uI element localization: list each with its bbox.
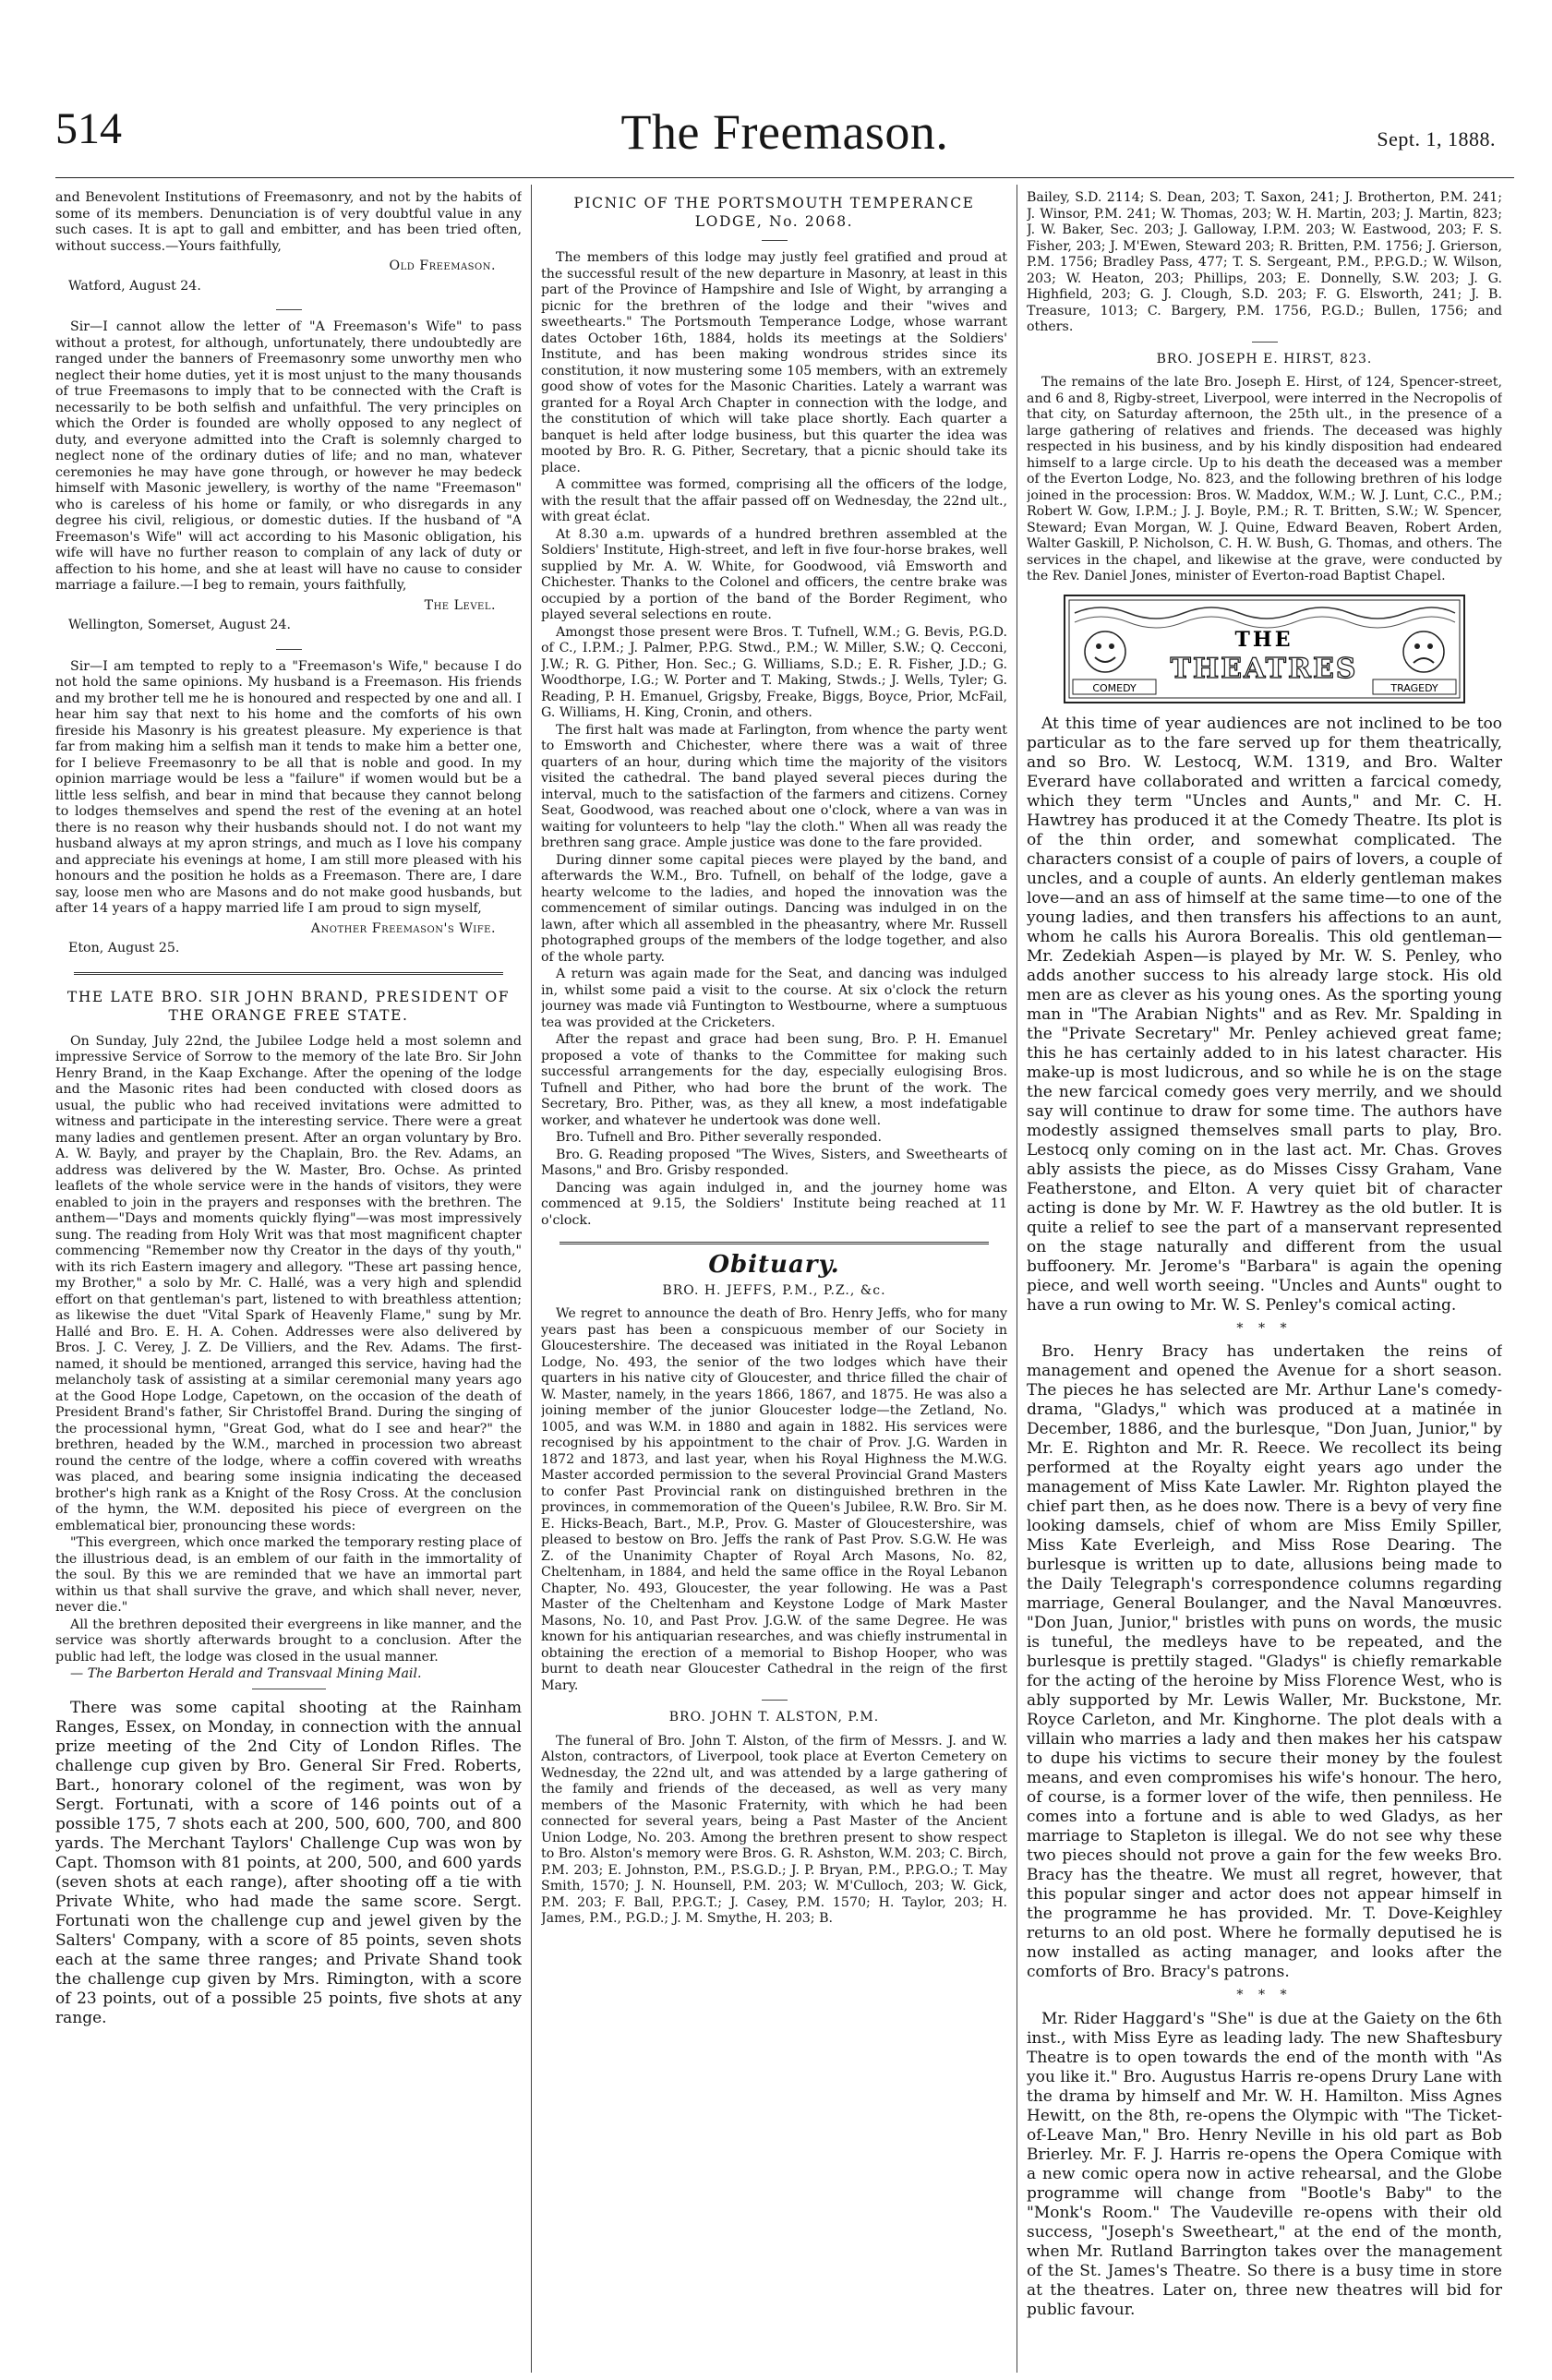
banner-tragedy: TRAGEDY [1390, 681, 1438, 694]
article-paragraph: The remains of the late Bro. Joseph E. Hirst, of 124, Spencer-street, and 6 and 8, Rigby-street, Liverpool, were interred in the Necropolis of that city, on Saturday afternoon, the 25th ult., in the presence of a large gathering of relatives and friends. The deceased was highly respected in his business, and by his kindly disposition had endeared himself to a large circle. Up to his death the deceased was a member of the Everton Lodge, No. 823, and the following brethren of his lodge joined in the procession: Bros. W. Maddox, W.M.; W. J. Lunt, C.C., P.M.; Robert W. Gow, I.P.M.; J. J. Boyle, P.M.; R. T. Britten, S.W.; W. Spencer, Steward; Evan Morgan, W. J. Quine, Edward Beaven, Robert Arden, Walter Gaskill, P. Nicholson, C. H. W. Bush, G. Thomas, and others. The services in the chapel, and likewise at the grave, were conducted by the Rev. Daniel Jones, minister of Everton-road Baptist Chapel. [1027, 375, 1502, 583]
section-stars: * * * [1236, 1988, 1293, 2002]
article-paragraph: At this time of year audiences are not inclined to be too particular as to the fare served up for them theatrically, and so Bro. W. Lestocq, W.M. 1319, and Bro. Walter Everard have collaborated and written a farcical comedy, which they term "Uncles and Aunts," and Mr. C. H. Hawtrey has produced it at the Comedy Theatre. Its plot is of the thin order, and somewhat complicated. The characters consist of a couple of pairs of lovers, a couple of uncles, and a couple of aunts. An elderly gentleman makes love—and an ass of himself at the same time—to one of the young ladies, and then transfers his affections to an aunt, whom he calls his Aurora Borealis. This old gentleman—Mr. Zedekiah Aspen—is played by Mr. W. S. Penley, who adds another success to his already large stock. His old men are as clever as his young ones. As the sporting young man in "The Arabian Nights" and as Rev. Mr. Spalding in the "Private Secretary" Mr. Penley achieved great fame; this he has certainly added to in his latest character. His make-up is most ludicrous, and so while he is on the stage the new farcical comedy goes very merrily, and we should say will continue to draw for some time. The authors have modestly assigned themselves small parts to play, Bro. Lestocq only coming on in the last act. Mr. Chas. Groves ably assists the piece, as do Misses Cissy Graham, Vane Featherstone, and Elton. A very quiet bit of character acting is done by Mr. W. F. Hawtrey as the old butler. It is quite a relief to see the part of a manservant represented on the stage naturally and different from the usual buffoonery. Mr. Jerome's "Barbara" is again the opening piece, and well worth seeing. "Uncles and Aunts" ought to have a run owing to Mr. W. S. Penley's comical acting. [1027, 714, 1502, 1315]
letter-dateline: Wellington, Somerset, August 24. [68, 618, 291, 632]
article-credit: — The Barberton Herald and Transvaal Mining Mail. [70, 1666, 422, 1681]
letter-dateline: Eton, August 25. [68, 941, 180, 956]
article-paragraph: Amongst those present were Bros. T. Tufnell, W.M.; G. Bevis, P.G.D. of C., I.P.M.; J. Palmer, P.P.G. Stwd., P.M.; W. Miller, S.W.; Q. Cecconi, J.W.; R. G. Pither, Hon. Sec.; G. Williams, S.D.; E. R. Fisher, J.D.; G. Woodthorpe, I.G.; W. Porter and T. Making, Stwds.; J. Wells, Tyler; G. Reading, P. H. Emanuel, Grigsby, Freake, Biggs, Boyce, Prior, McFail, G. Williams, H. King, Cronin, and others. [541, 624, 1007, 720]
issue-date: Sept. 1, 1888. [1377, 127, 1496, 150]
letter-signature: The Level. [424, 597, 496, 613]
article-heading: BRO. JOSEPH E. HIRST, 823. [1156, 351, 1373, 367]
banner-comedy: COMEDY [1092, 681, 1137, 694]
letter-signature: Old Freemason. [389, 258, 496, 273]
article-paragraph: Bailey, S.D. 2114; S. Dean, 203; T. Saxon, 241; J. Brotherton, P.M. 241; J. Winsor, P.M. 241; W. Thomas, 203; W. H. Martin, 203; J. Martin, 823; J. W. Baker, Sec. 203; J. Galloway, I.P.M. 203; W. Eastwood, 203; F. S. Fisher, 203; J. M'Ewen, Steward 203; R. Britten, P.M. 1756; J. Grierson, P.M. 1756; Bradley Pass, 477; T. S. Sergeant, P.M., P.P.G.D.; W. Wilson, 203; W. Heaton, 203; Phillips, 203; E. Donnelly, S.W. 203; J. G. Highfield, 203; G. J. Clough, S.D. 203; F. G. Elsworth, 241; J. B. Treasure, 1013; C. Bargery, P.M. 1756, P.G.D.; Bullen, 1756; and others. [1027, 190, 1502, 334]
banner-the: THE [1234, 627, 1293, 652]
separator [276, 649, 302, 650]
article-heading: PICNIC OF THE PORTSMOUTH TEMPERANCE LODGE, No. 2068. [573, 195, 975, 230]
article-paragraph: On Sunday, July 22nd, the Jubilee Lodge held a most solemn and impressive Service of Sorrow to the memory of the late Bro. Sir John Henry Brand, in the Kaap Exchange. After the opening of the lodge and the Masonic rites had been conducted with closed doors as usual, the public who had received invitations were admitted to witness and participate in the interesting service. There were a great many ladies and gentlemen present. After an organ voluntary by Bro. A. W. Bayly, and prayer by the Chaplain, Bro. the Rev. Adams, an address was delivered by the W. Master, Bro. Ochse. As printed leaflets of the whole service were in the hands of visitors, they were enabled to join in the prayers and responses with the brethren. The anthem—"Days and moments quickly flying"—was most impressively sung. The reading from Holy Writ was that most magnificent chapter commencing "Remember now thy Creator in the days of thy youth," with its rich Eastern imagery and allegory. "These art passing hence, my Brother," a solo by Mr. C. Hallé, was a very high and splendid effort on that gentleman's part, listened to with breathless attention; as likewise the duet "Vital Spark of Heavenly Flame," sung by Mr. Hallé and Bro. E. H. A. Cohen. Addresses were also delivered by Bros. J. C. Verey, J. Z. De Villiers, and the Rev. Adams. The first-named, it should be mentioned, arranged this service, having had the melancholy task of assisting at a similar ceremonial many years ago at the Good Hope Lodge, Capetown, on the occasion of the death of President Brand's father, Sir Christoffel Brand. During the singing of the processional hymn, "Great God, what do I see and hear?" the brethren, headed by the W.M., marched in procession two abreast round the centre of the lodge, where a coffin covered with wreaths was placed, and bearing some insignia indicating the deceased brother's high rank as a Knight of the Rosy Cross. At the conclusion of the hymn, the W.M. deposited his piece of evergreen on the emblematical bier, pronouncing these words: [55, 1033, 522, 1533]
section-rule [74, 972, 503, 975]
article-paragraph: Bro. G. Reading proposed "The Wives, Sisters, and Sweethearts of Masons," and Bro. Grisby responded. [541, 1147, 1007, 1178]
separator [276, 309, 302, 310]
banner-theatres: THEATRES [1170, 652, 1358, 685]
column-3 [1027, 190, 1502, 2374]
article-paragraph: The funeral of Bro. John T. Alston, of the firm of Messrs. J. and W. Alston, contractors, of Liverpool, took place at Everton Cemetery on Wednesday, the 22nd ult, and was attended by a large gathering of the family and friends of the deceased, as well as very many members of the Masonic Fraternity, with which he had been connected for several years, being a Past Master of the Ancient Union Lodge, No. 203. Among the brethren present to show respect to Bro. Alston's memory were Bros. G. R. Ashston, W.M. 203; C. Birch, P.M. 203; E. Johnston, P.M., P.S.G.D.; J. P. Bryan, P.M., P.P.G.O.; T. May Smith, 1570; J. N. Hounsell, P.M. 203; W. M'Culloch, 203; W. Gick, P.M. 203; F. Ball, P.P.G.T.; J. Casey, P.M. 1570; H. Taylor, 203; H. James, P.M., P.G.D.; J. M. Smythe, H. 203; B. [541, 1733, 1007, 1926]
article-paragraph: The members of this lodge may justly feel gratified and proud at the successful result of the new departure in Masonry, at least in this part of the Province of Hampshire and Isle of Wight, by arranging a picnic for the brethren of the lodge and their "wives and sweethearts." The Portsmouth Temperance Lodge, whose warrant dates October 16th, 1884, holds its meetings at the Soldiers' Institute, and has been making wondrous strides since its constitution, it now mustering some 105 members, with an extremely good show of votes for the Masonic Charities. Lately a warrant was granted for a Royal Arch Chapter in connection with the lodge, and the constitution of which will take place shortly. Each quarter a banquet is held after lodge business, but this quarter the idea was mooted by Bro. R. G. Pither, Secretary, that a picnic should take its place. [541, 250, 1007, 475]
article-paragraph: At 8.30 a.m. upwards of a hundred brethren assembled at the Soldiers' Institute, High-street, and left in five four-horse brakes, well supplied by Mr. A. W. White, for Goodwood, viâ Emsworth and Chichester. Thanks to the Colonel and officers, the centre brake was occupied by a portion of the band of the Border Regiment, who played several selections en route. [541, 526, 1007, 622]
column-1 [55, 190, 522, 2374]
article-paragraph: During dinner some capital pieces were played by the band, and afterwards the W.M., Bro. Tufnell, on behalf of the lodge, gave a hearty welcome to the ladies, and hoped the innovation was the commencement of similar outings. Dancing was indulged in on the lawn, after which all assembled in the pheasantry, where Mr. Russell photographed groups of the members of the lodge together, and also of the whole party. [541, 852, 1007, 965]
article-heading: BRO. JOHN T. ALSTON, P.M. [668, 1710, 880, 1725]
column-2 [541, 190, 1007, 2374]
column-divider [531, 185, 532, 2373]
article-paragraph: "This evergreen, which once marked the temporary resting place of the illustrious dead, is an emblem of our faith in the immortality of the soul. By this we are reminded that we have an immortal part within us that shall survive the grave, and which shall never, never, never die." [55, 1535, 522, 1615]
separator [1252, 342, 1278, 343]
masthead [55, 103, 1514, 177]
separator [762, 1700, 788, 1701]
article-paragraph: Bro. Henry Bracy has undertaken the reins of management and opened the Avenue for a short season. The pieces he has selected are Mr. Arthur Lane's comedy-drama, "Gladys," which was produced at a matinée in December, 1886, and the burlesque, "Don Juan, Junior," by Mr. E. Righton and Mr. R. Reece. We recollect its being performed at the Royalty eight years ago under the management of Miss Kate Lawler. Mr. Righton played the chief part then, as he does now. There is a bevy of very fine looking damsels, chief of whom are Miss Emily Spiller, Miss Kate Everleigh, and Miss Rose Dearing. The burlesque is written up to date, allusions being made to the Daily Telegraph's correspondence columns regarding marriage, General Boulanger, and the Naval Manœuvres. "Don Juan, Junior," bristles with puns on words, the music is tuneful, the medleys have to be repeated, and the burlesque is prettily staged. "Gladys" is chiefly remarkable for the acting of the heroine by Miss Florence West, who is ably supported by Mr. Lewis Waller, Mr. Buckstone, Mr. Royce Carleton, and Mr. Kinghorne. The plot deals with a villain who marries a lady and then makes her his catspaw to dupe his victims to secure their money by the foulest means, and even compromises his wife's honour. The hero, of course, is a former lover of the wife, then penniless. He comes into a fortune and is able to wed Gladys, as her marriage to Stapleton is illegal. We do not see why these two pieces should not prove a gain for the few weeks Bro. Bracy has the theatre. We must all regret, however, that this popular singer and actor does not appear himself in the programme he has provided. Mr. T. Dove-Keighley returns to an old post. Where he formally deputised he is now installed as acting manager, and looks after the comforts of Bro. Bracy's patrons. [1027, 1342, 1502, 1981]
newspaper-title: The Freemason. [620, 104, 949, 160]
letter-text: Sir—I am tempted to reply to a "Freemason's Wife," because I do not hold the same opinions. My husband is a Freemason. His friends and my brother tell me he is honoured and respected by one and all. I hear him say that next to his home and the comforts of his own fireside his Masonry is his greatest pleasure. My experience is that far from making him a selfish man it tends to make him a better one, for I believe Freemasonry to be all that is noble and good. In my opinion marriage would be less a "failure" if women would but be a little less selfish, and bear in mind that because they cannot belong to lodges themselves and spend the rest of the evening at an hotel there is no reason why their husbands should not. I do not want my husband always at my apron strings, and much as I love his company and appreciate his evenings at home, I am still more pleased with his honours and the position he holds as a Freemason. There are, I dare say, loose men who are Masons and do not make good husbands, but after 14 years of a happy married life I am proud to sign myself, [55, 658, 522, 916]
article-paragraph: All the brethren deposited their evergreens in like manner, and the service was shortly afterwards brought to a conclusion. After the public had left, the lodge was closed in the usual manner. [55, 1617, 522, 1665]
article-paragraph: Dancing was again indulged in, and the journey home was commenced at 9.15, the Soldiers' Institute being reached at 11 o'clock. [541, 1180, 1007, 1228]
article-paragraph: There was some capital shooting at the Rainham Ranges, Essex, on Monday, in connection with the annual prize meeting of the 2nd City of London Rifles. The challenge cup given by Bro. General Sir Fred. Roberts, Bart., honorary colonel of the regiment, was won by Sergt. Fortunati, with a score of 146 points out of a possible 175, 7 shots each at 200, 500, 600, 700, and 800 yards. The Merchant Taylors' Challenge Cup was won by Capt. Thomson with 81 points, at 200, 500, and 600 yards (seven shots at each range), after shooting off a tie with Private White, who had made the same score. Sergt. Fortunati won the challenge cup and jewel given by the Salters' Company, with a score of 85 points, seven shots each at the same three ranges; and Private Shand took the challenge cup given by Mrs. Rimington, with a score of 23 points, out of a possible 25 points, five shots at any range. [55, 1698, 522, 2027]
article-paragraph: Mr. Rider Haggard's "She" is due at the Gaiety on the 6th inst., with Miss Eyre as leading lady. The new Shaftesbury Theatre is to open towards the end of the month with "As you like it." Bro. Augustus Harris re-opens Drury Lane with the drama by himself and Mr. W. H. Hamilton. Miss Agnes Hewitt, on the 8th, re-opens the Olympic with "The Ticket-of-Leave Man," Bro. Henry Neville in his old part as Bob Brierley. Mr. F. J. Harris re-opens the Opera Comique with a new comic opera now in active rehearsal, and the Globe programme will change from "Bootle's Baby" to the "Monk's Room." The Vaudeville re-opens with their old success, "Joseph's Sweetheart," at the end of the month, when Mr. Rutland Barrington takes over the management of the St. James's Theatre. So there is a busy time in store at the theatres. Later on, three new theatres will bid for public favour. [1027, 2009, 1502, 2319]
letter-signature: Another Freemason's Wife. [310, 920, 496, 936]
article-paragraph: We regret to announce the death of Bro. Henry Jeffs, who for many years past has been a conspicuous member of our Society in Gloucestershire. The deceased was initiated in the Royal Lebanon Lodge, No. 493, the senior of the two lodges which have their quarters in his native city of Gloucester, and thrice filled the chair of W. Master, namely, in the years 1866, 1867, and 1875. He was also a joining member of the junior Gloucester lodge—the Zetland, No. 1005, and was W.M. in 1880 and again in 1882. His services were recognised by his appointment to the chair of Prov. J.G. Warden in 1872 and 1873, and last year, when his Royal Highness the M.W.G. Master accorded permission to the several Provincial Grand Masters to confer Past Provincial rank on distinguished brethren in the provinces, in commemoration of the Queen's Jubilee, R.W. Bro. Sir M. E. Hicks-Beach, Bart., M.P., Prov. G. Master of Gloucestershire, was pleased to bestow on Bro. Jeffs the rank of Past Prov. S.G.W. He was Z. of the Unanimity Chapter of Royal Arch Masons, No. 82, Cheltenham, in 1884, and held the same office in the Royal Lebanon Chapter, No. 493, Gloucester, the year following. He was a Past Master of the Cheltenham and Keystone Lodge of Mark Master Masons, No. 10, and Past Prov. J.G.W. of the same Degree. He was known for his antiquarian researches, and was chiefly instrumental in obtaining the erection of a memorial to Bishop Hooper, who was burnt to death near Gloucester Cathedral in the reign of the first Mary. [541, 1306, 1007, 1693]
letter-dateline: Watford, August 24. [68, 278, 201, 294]
theatres-banner-art [1064, 595, 1465, 703]
article-heading: BRO. H. JEFFS, P.M., P.Z., &c. [662, 1282, 886, 1298]
letter-text: Sir—I cannot allow the letter of "A Freemason's Wife" to pass without a protest, for although, unfortunately, there undoubtedly are ranged under the banners of Freemasonry some unworthy men who neglect their home duties, yet it is most unjust to the many thousands of true Freemasons to imply that to be connected with the Craft is necessarily to be both selfish and unfaithful. The very principles on which the Order is founded are wholly opposed to any neglect of duty, and everyone admitted into the Craft is solemnly charged to neglect none of the ordinary duties of life; and no man, whatever ceremonies he may have gone through, or however he may bedeck himself with Masonic jewellery, is worthy of the name "Freemason" who is careless of his home or family, or who disregards in any degree his civil, religious, or domestic duties. If the husband of "A Freemason's Wife" will act according to his Masonic obligation, his wife will have no further reason to complain of any lack of duty or affection to his home, and she at least will have no cause to consider marriage a failure.—I beg to remain, yours faithfully, [55, 319, 522, 593]
section-stars: * * * [1236, 1320, 1293, 1336]
article-paragraph: Bro. Tufnell and Bro. Pither severally responded. [556, 1130, 883, 1145]
article-paragraph: A committee was formed, comprising all the officers of the lodge, with the result that the affair passed off on Wednesday, the 22nd ult., with great éclat. [541, 477, 1007, 524]
article-paragraph: The first halt was made at Farlington, from whence the party went to Emsworth and Chichester, where there was a wait of three quarters of an hour, during which time the majority of the visitors visited the cathedral. The band played several pieces during the interval, much to the satisfaction of the farmers and citizens. Corney Seat, Goodwood, was reached about one o'clock, where a van was in waiting for volunteers to help "lay the cloth." When all was ready the brethren sang grace. Ample justice was done to the fare provided. [541, 722, 1007, 850]
masthead-rule [55, 177, 1514, 178]
section-rule [559, 1242, 989, 1244]
theatres-banner [1064, 595, 1465, 703]
page-number: 514 [55, 104, 122, 153]
article-paragraph: A return was again made for the Seat, and dancing was indulged in, whilst some paid a visit to the course. At six o'clock the return journey was made viâ Funtington to Westbourne, where a sumptuous tea was provided at the Cricketers. [541, 967, 1007, 1030]
article-paragraph: After the repast and grace had been sung, Bro. P. H. Emanuel proposed a vote of thanks to the Committee for making such successful arrangements for the day, especially eulogising Bros. Tufnell and Pither, who had bore the brunt of the work. The Secretary, Bro. Pither, was, as they all knew, a most indefatigable worker, and whatever he undertook was done well. [541, 1032, 1007, 1128]
letter-text: and Benevolent Institutions of Freemasonry, and not by the habits of some of its members. Denunciation is of very doubtful value in any such cases. It is apt to gall and embitter, and has been tried often, without success.—Yours faithfully, [55, 190, 522, 254]
separator [762, 240, 788, 241]
obituary-title: Obituary. [708, 1251, 840, 1279]
article-heading: THE LATE BRO. SIR JOHN BRAND, PRESIDENT OF THE ORANGE FREE STATE. [66, 988, 511, 1024]
